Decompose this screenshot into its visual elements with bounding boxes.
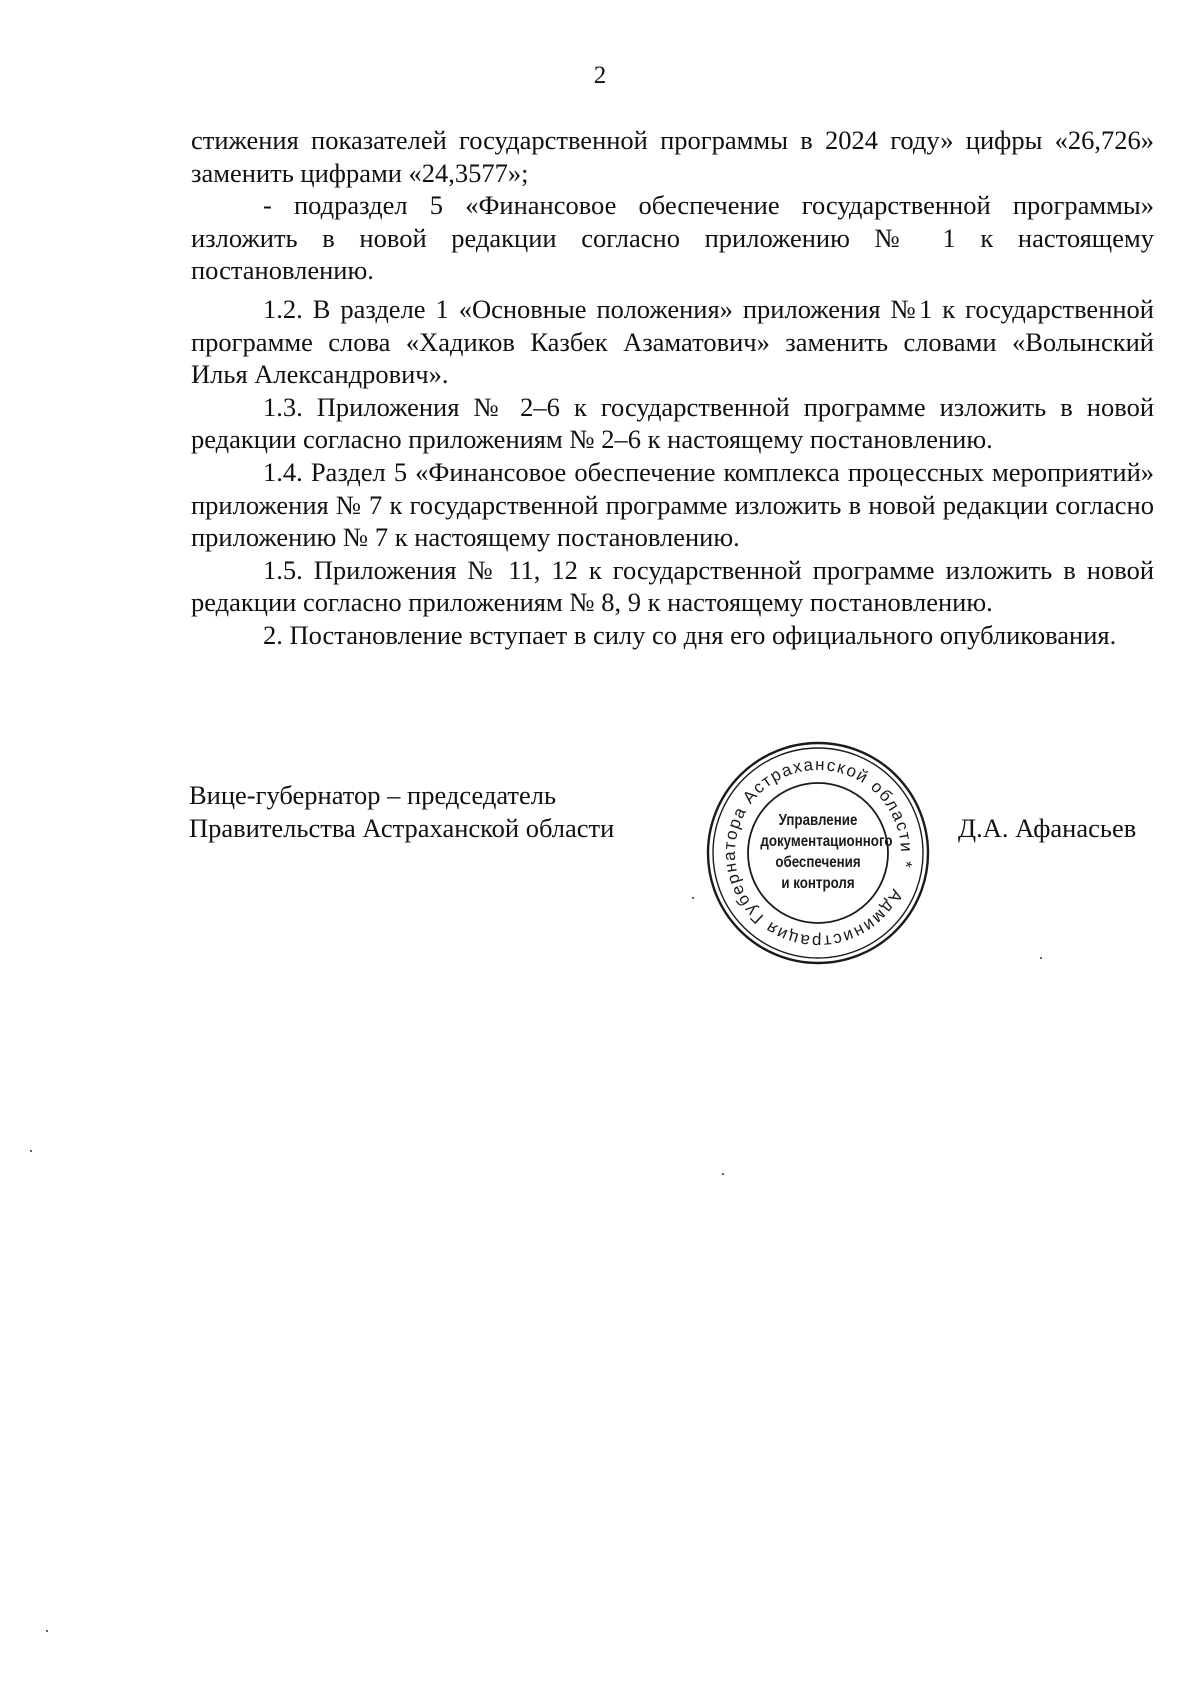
seal-center-line: обеспечения	[775, 854, 861, 871]
paragraph-1-5: 1.5. Приложения № 11, 12 к государственной программе изложить в новой редакции согласно приложениям № 8, 9 к настоящему постановлению.	[191, 554, 1154, 618]
paragraph-1-3: 1.3. Приложения № 2–6 к государственной программе изложить в новой редакции согласно приложениям № 2–6 к настоящему постановлению.	[191, 391, 1154, 455]
seal-ring-text: Администрация Губернатора Астраханской области *	[719, 754, 917, 952]
seal-center-text	[760, 810, 893, 894]
paragraph-2: 2. Постановление вступает в силу со дня его официального опубликования.	[263, 619, 1117, 650]
page-number: 2	[593, 62, 607, 89]
scan-speck	[722, 1173, 724, 1175]
scan-speck	[46, 1630, 48, 1632]
signer-position-line2: Правительства Астраханской области	[189, 813, 615, 843]
signer-name: Д.А. Афанасьев	[958, 813, 1137, 843]
scan-speck	[1040, 957, 1042, 959]
paragraph-continuation: стижения показателей государственной программы в 2024 году» цифры «26,726» заменить цифрами «24,3577»;	[191, 125, 1154, 188]
official-seal	[705, 740, 931, 966]
signature-position	[189, 779, 614, 845]
seal-center-line: Управление	[778, 812, 858, 829]
seal-center-line: документационного	[760, 833, 893, 850]
paragraph-1-4: 1.4. Раздел 5 «Финансовое обеспечение комплекса процессных мероприятий» приложения № 7 к государственной программе изложить в новой редакции согласно приложению № 7 к настоящему постановлению.	[191, 456, 1154, 553]
paragraph-subsection-5: - подраздел 5 «Финансовое обеспечение государственной программы» изложить в новой редакции согласно приложению № 1 к настоящему постановлению.	[191, 190, 1154, 286]
paragraph-1-2: 1.2. В разделе 1 «Основные положения» приложения №1 к государственной программе слова «Хадиков Казбек Азаматович» заменить словами «Волынский Илья Александрович».	[191, 293, 1154, 390]
seal-center-line: и контроля	[781, 875, 855, 892]
scan-speck	[692, 897, 694, 899]
document-body	[191, 124, 1154, 652]
scan-speck	[30, 1150, 32, 1152]
signer-position-line1: Вице-губернатор – председатель	[189, 780, 557, 810]
